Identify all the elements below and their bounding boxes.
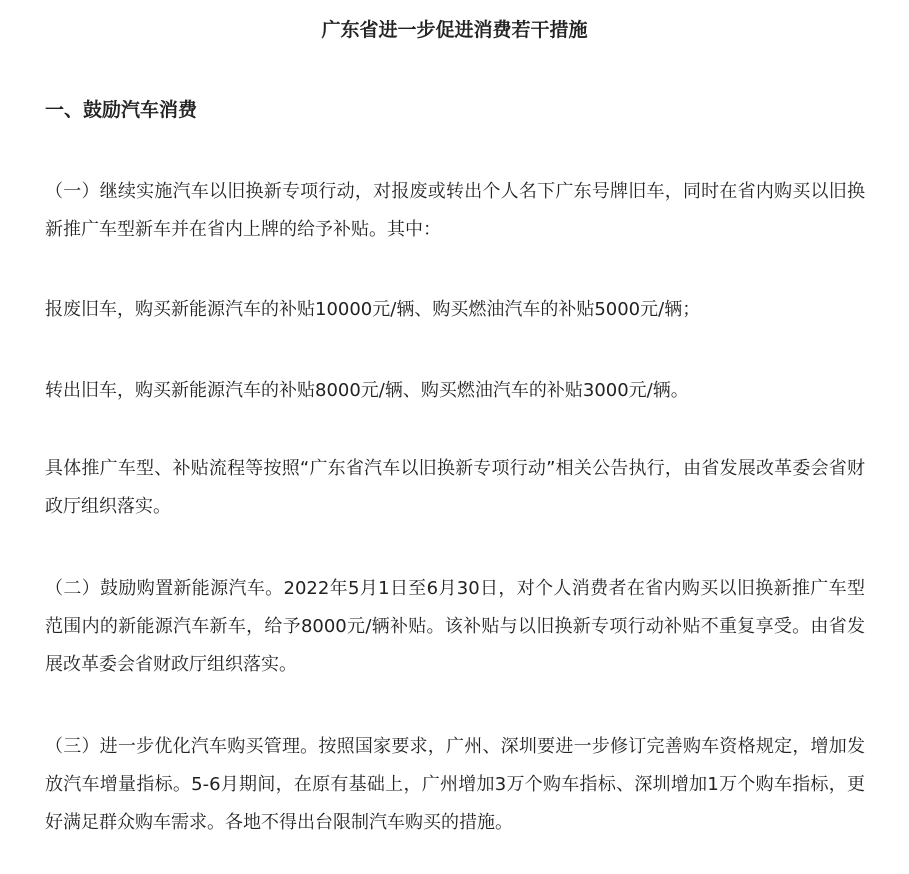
paragraph-purchase-management: （三）进一步优化汽车购买管理。按照国家要求，广州、深圳要进一步修订完善购车资格规定，增加发放汽车增量指标。5-6月期间，在原有基础上，广州增加3万个购车指标、深圳增加1万个购车指标，更好满足群众购车需求。各地不得出台限制汽车购买的措施。 bbox=[45, 736, 865, 833]
paragraph-trade-in-program: （一）继续实施汽车以旧换新专项行动，对报废或转出个人名下广东号牌旧车，同时在省内购买以旧换新推广车型新车并在省内上牌的给予补贴。其中： bbox=[45, 181, 865, 240]
paragraph-new-energy-purchase: （二）鼓励购置新能源汽车。2022年5月1日至6月30日，对个人消费者在省内购买以旧换新推广车型范围内的新能源汽车新车，给予8000元/辆补贴。该补贴与以旧换新专项行动补贴不重复享受。由省发展改革委会省财政厅组织落实。 bbox=[45, 578, 865, 675]
document-title: 广东省进一步促进消费若干措施 bbox=[321, 19, 588, 41]
paragraph-implementation: 具体推广车型、补贴流程等按照“广东省汽车以旧换新专项行动”相关公告执行，由省发展改革委会省财政厅组织落实。 bbox=[45, 458, 865, 517]
paragraph-scrap-subsidy: 报废旧车，购买新能源汽车的补贴10000元/辆、购买燃油汽车的补贴5000元/辆； bbox=[45, 299, 701, 320]
paragraph-transfer-subsidy: 转出旧车，购买新能源汽车的补贴8000元/辆、购买燃油汽车的补贴3000元/辆。 bbox=[45, 380, 689, 401]
section-heading: 一、鼓励汽车消费 bbox=[45, 99, 198, 121]
